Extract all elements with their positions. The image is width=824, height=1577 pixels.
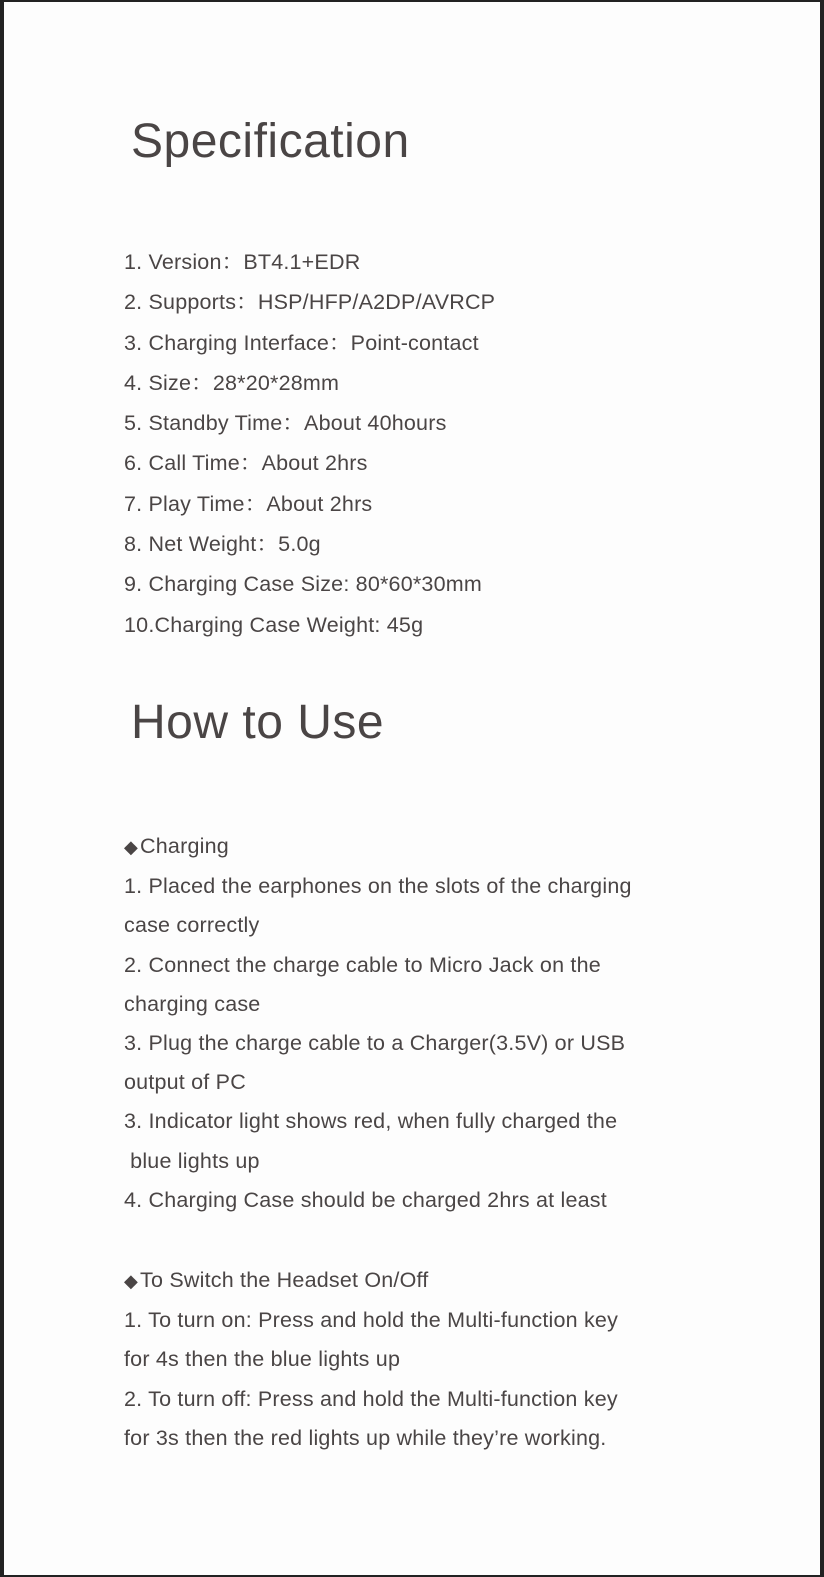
switch-title: To Switch the Headset On/Off bbox=[140, 1268, 429, 1292]
charging-line: 2. Connect the charge cable to Micro Jack on the bbox=[124, 952, 601, 977]
charging-line: output of PC bbox=[124, 1070, 246, 1095]
how-to-use-heading: How to Use bbox=[131, 696, 385, 749]
spec-item-play-time: 7. Play Time：About 2hrs bbox=[124, 491, 373, 516]
spec-item-version: 1. Version：BT4.1+EDR bbox=[124, 250, 361, 274]
charging-line: 4. Charging Case should be charged 2hrs at least bbox=[124, 1187, 607, 1212]
spec-item-size: 4. Size：28*20*28mm bbox=[124, 370, 340, 395]
diamond-bullet-icon: ◆ bbox=[124, 1271, 139, 1291]
charging-line: 3. Indicator light shows red, when fully charged the bbox=[124, 1109, 618, 1134]
specification-list bbox=[124, 242, 495, 645]
spec-item-standby-time: 5. Standby Time：About 40hours bbox=[124, 411, 447, 436]
switch-line: 2. To turn off: Press and hold the Multi-function key bbox=[124, 1386, 618, 1411]
spec-item-case-weight: 10.Charging Case Weight: 45g bbox=[124, 612, 424, 637]
specification-heading: Specification bbox=[131, 115, 410, 168]
diamond-bullet-icon: ◆ bbox=[124, 837, 139, 857]
charging-line: case correctly bbox=[124, 913, 260, 938]
switch-title-line bbox=[124, 1261, 724, 1301]
charging-section bbox=[124, 827, 724, 1220]
charging-line: 1. Placed the earphones on the slots of the charging bbox=[124, 874, 632, 899]
spec-item-supports: 2. Supports：HSP/HFP/A2DP/AVRCP bbox=[124, 290, 496, 315]
charging-title-line bbox=[124, 827, 724, 867]
spec-item-call-time: 6. Call Time：About 2hrs bbox=[124, 451, 368, 476]
spec-item-case-size: 9. Charging Case Size: 80*60*30mm bbox=[124, 572, 482, 597]
switch-line: for 4s then the blue lights up bbox=[124, 1347, 401, 1372]
switch-on-off-section bbox=[124, 1261, 724, 1458]
charging-title: Charging bbox=[140, 834, 229, 858]
switch-line: 1. To turn on: Press and hold the Multi-function key bbox=[124, 1308, 619, 1333]
spec-item-charging-interface: 3. Charging Interface：Point-contact bbox=[124, 330, 479, 355]
switch-line: for 3s then the red lights up while they’re working. bbox=[124, 1425, 607, 1450]
charging-line: 3. Plug the charge cable to a Charger(3.5V) or USB bbox=[124, 1031, 626, 1056]
spec-item-net-weight: 8. Net Weight：5.0g bbox=[124, 532, 321, 557]
charging-line: charging case bbox=[124, 991, 261, 1016]
charging-line: blue lights up bbox=[124, 1148, 260, 1173]
